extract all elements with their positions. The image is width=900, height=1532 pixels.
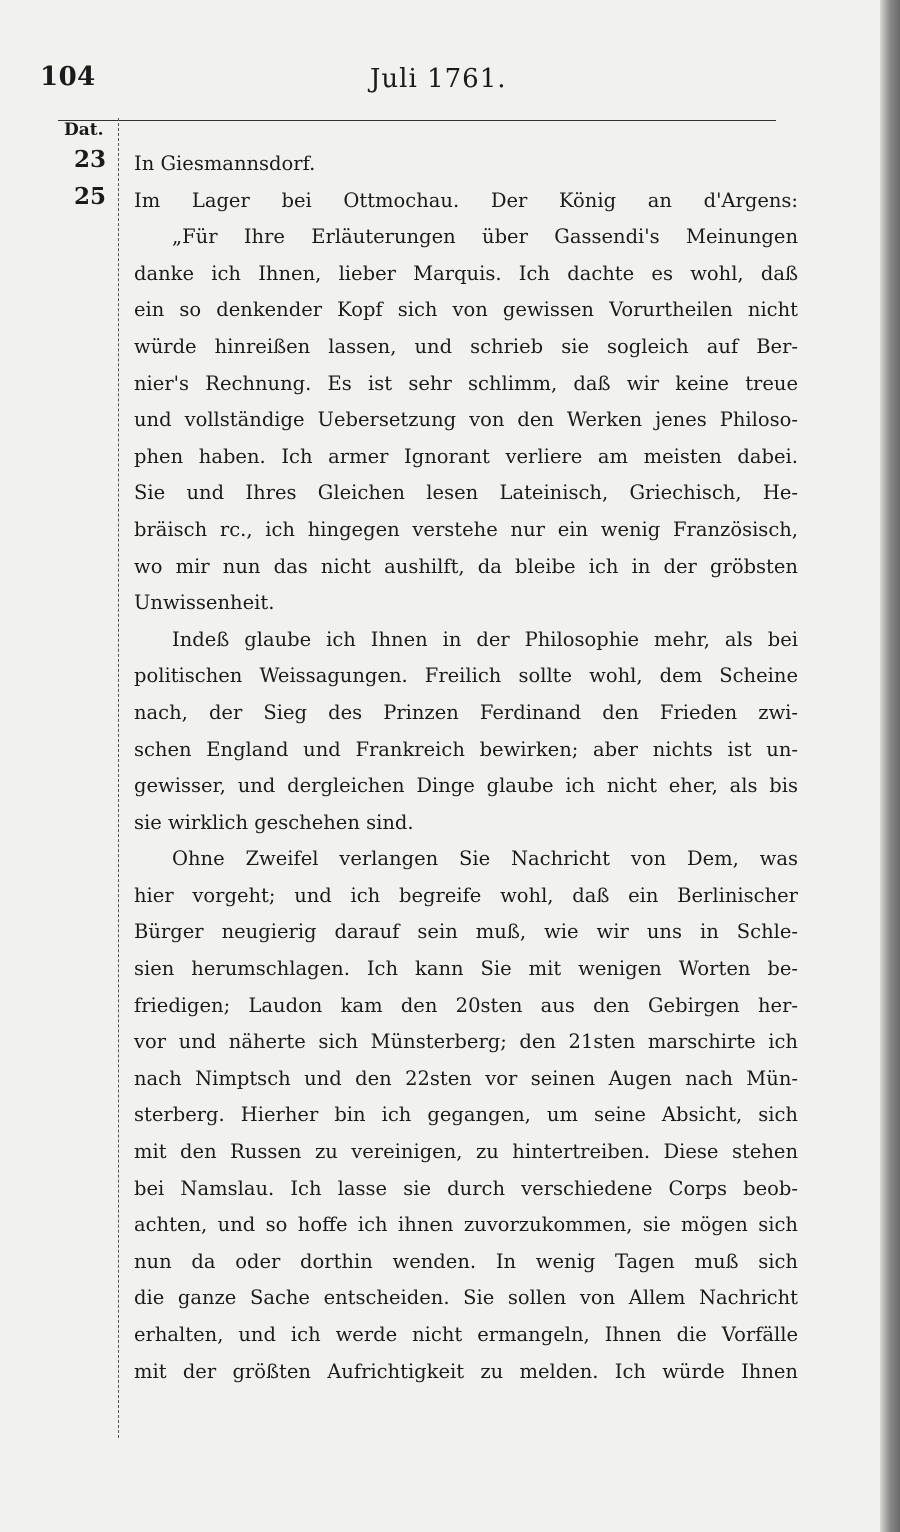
text-line: ein so denkender Kopf sich von gewissen Vorurtheilen nicht — [134, 298, 798, 322]
page-header — [40, 62, 820, 102]
running-head: Juli 1761. — [370, 64, 507, 94]
date-column-heading: Dat. — [64, 120, 104, 140]
body-text — [134, 146, 798, 1390]
text-line: mit der größten Aufrichtigkeit zu melden. Ich würde Ihnen — [134, 1359, 798, 1383]
text-line: achten, und so hoffe ich ihnen zuvorzukommen, sie mögen sich — [134, 1213, 798, 1237]
text-line: bräisch rc., ich hingegen verstehe nur ein wenig Französisch, — [134, 517, 798, 541]
text-line: „Für Ihre Erläuterungen über Gassendi's Meinungen — [172, 225, 798, 249]
text-line: Bürger neugierig darauf sein muß, wie wir uns in Schle- — [134, 920, 798, 944]
text-line: würde hinreißen lassen, und schrieb sie sogleich auf Ber- — [134, 334, 798, 358]
date-day: 23 — [74, 146, 107, 173]
text-line: Sie und Ihres Gleichen lesen Lateinisch, Griechisch, He- — [134, 481, 798, 505]
text-line: Indeß glaube ich Ihnen in der Philosophie mehr, als bei — [172, 627, 798, 651]
text-line: erhalten, und ich werde nicht ermangeln, Ihnen die Vorfälle — [134, 1323, 798, 1346]
text-line: nier's Rechnung. Es ist sehr schlimm, daß wir keine treue — [134, 371, 798, 395]
text-line: nach, der Sieg des Prinzen Ferdinand den Frieden zwi- — [134, 700, 798, 724]
page-edge-shadow — [880, 0, 900, 1532]
text-line: und vollständige Uebersetzung von den Werken jenes Philoso- — [134, 408, 798, 432]
date-column-divider — [118, 118, 119, 1438]
text-line: sien herumschlagen. Ich kann Sie mit wenigen Worten be- — [134, 957, 798, 981]
text-line: sterberg. Hierher bin ich gegangen, um seine Absicht, sich — [134, 1103, 798, 1127]
text-line: bei Namslau. Ich lasse sie durch verschiedene Corps beob- — [134, 1176, 798, 1200]
text-line: nach Nimptsch und den 22sten vor seinen Augen nach Mün- — [134, 1066, 798, 1090]
page-number: 104 — [40, 62, 96, 92]
header-rule — [58, 120, 776, 121]
text-line: Ohne Zweifel verlangen Sie Nachricht von Dem, was — [172, 847, 798, 871]
text-line: sie wirklich geschehen sind. — [134, 810, 414, 834]
text-line: wo mir nun das nicht aushilft, da bleibe ich in der gröbsten — [134, 554, 798, 578]
date-day: 25 — [74, 183, 107, 210]
text-line: phen haben. Ich armer Ignorant verliere am meisten dabei. — [134, 444, 798, 468]
text-line: hier vorgeht; und ich begreife wohl, daß ein Berlinischer — [134, 883, 798, 907]
text-line: Im Lager bei Ottmochau. Der König an d'Argens: — [134, 188, 798, 212]
text-line: die ganze Sache entscheiden. Sie sollen von Allem Nachricht — [134, 1286, 798, 1310]
text-line: nun da oder dorthin wenden. In wenig Tagen muß sich — [134, 1249, 798, 1273]
text-line: Unwissenheit. — [134, 591, 275, 615]
text-line: In Giesmannsdorf. — [134, 152, 316, 175]
text-line: vor und näherte sich Münsterberg; den 21sten marschirte ich — [134, 1030, 798, 1054]
text-line: schen England und Frankreich bewirken; aber nichts ist un- — [134, 737, 798, 761]
text-line: mit den Russen zu vereinigen, zu hintertreiben. Diese stehen — [134, 1140, 798, 1164]
text-line: politischen Weissagungen. Freilich sollte wohl, dem Scheine — [134, 664, 798, 688]
text-line: gewisser, und dergleichen Dinge glaube ich nicht eher, als bis — [134, 774, 798, 798]
text-line: friedigen; Laudon kam den 20sten aus den Gebirgen her- — [134, 993, 798, 1017]
text-line: danke ich Ihnen, lieber Marquis. Ich dachte es wohl, daß — [134, 261, 798, 285]
